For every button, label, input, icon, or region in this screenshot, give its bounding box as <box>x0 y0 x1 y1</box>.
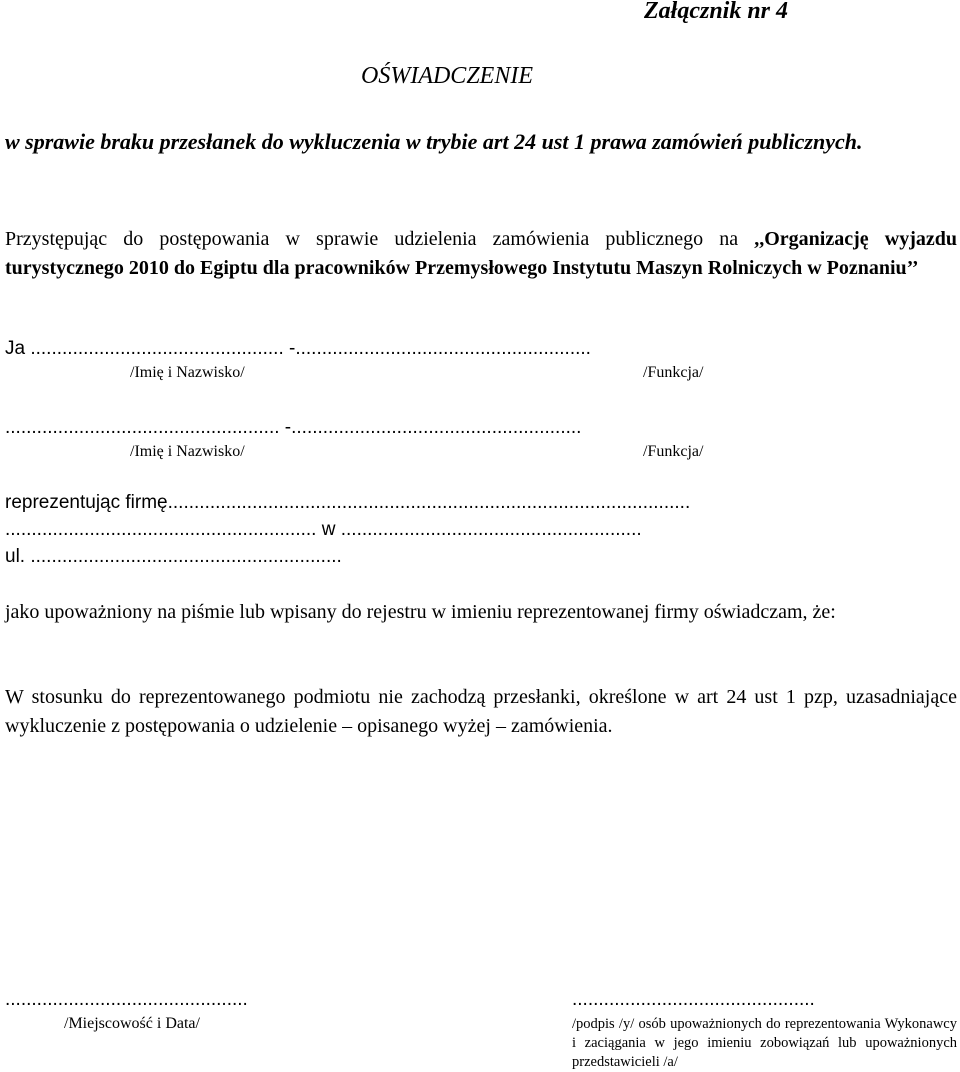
person2-function-label: /Funkcja/ <box>643 443 704 460</box>
signature-dots: .............................................. <box>572 989 815 1010</box>
document-subject: w sprawie braku przesłanek do wykluczenia w trybie art 24 ust 1 prawa zamówień publicznych. <box>5 129 863 154</box>
person2-fill-line: .................................................... -....................................................... <box>5 417 582 438</box>
document-title: OŚWIADCZENIE <box>361 63 533 89</box>
signature-label: /podpis /y/ osób upoważnionych do reprezentowania Wykonawcy i zaciągania w jego imieniu zobowiązań lub upoważnionych przedstawicieli /a/ <box>572 1016 957 1070</box>
place-date-dots: .............................................. <box>5 989 248 1010</box>
person1-name-label: /Imię i Nazwisko/ <box>130 364 245 381</box>
city-fill-line: ........................................................... w ......................................................... <box>5 519 642 540</box>
person1-fill-line: Ja ................................................ -........................................................ <box>5 338 591 359</box>
declaration-statement: W stosunku do reprezentowanego podmiotu nie zachodzą przesłanki, określone w art 24 ust 1 pzp, uzasadniające wykluczenie z postępowania o udzielenie – opisanego wyżej – zamówienia. <box>5 686 957 737</box>
place-date-label: /Miejscowość i Data/ <box>64 1015 200 1032</box>
person2-name-label: /Imię i Nazwisko/ <box>130 443 245 460</box>
authorization-statement: jako upoważniony na piśmie lub wpisany do rejestru w imieniu reprezentowanej firmy oświadczam, że: <box>5 601 836 623</box>
street-fill-line: ul. ........................................................... <box>5 546 342 567</box>
intro-text: Przystępując do postępowania w sprawie udzielenia zamówienia publicznego na <box>5 228 755 250</box>
annex-heading: Załącznik nr 4 <box>644 0 789 24</box>
intro-paragraph <box>5 225 957 283</box>
company-fill-line: reprezentując firmę................................................................................................... <box>5 492 691 513</box>
tender-name: ,,Organizację wyjazdu turystycznego 2010 do Egiptu dla pracowników Przemysłowego Instytutu Maszyn Rolniczych w Poznaniu’’ <box>5 228 957 279</box>
person1-function-label: /Funkcja/ <box>643 364 704 381</box>
